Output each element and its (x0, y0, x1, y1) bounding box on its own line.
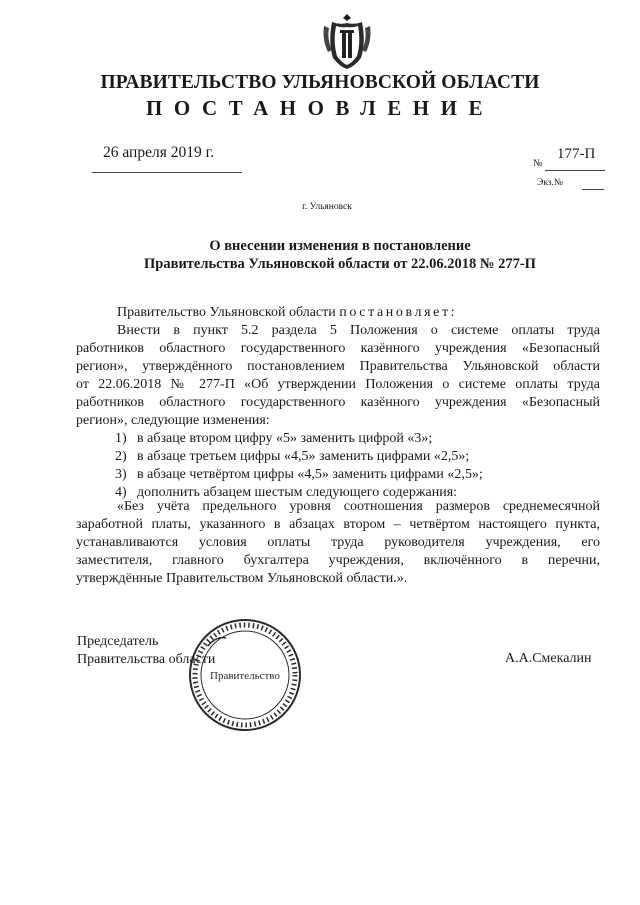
coat-of-arms-emblem (320, 12, 374, 70)
document-title-line: О внесении изменения в постановление (209, 238, 471, 254)
city: г. Ульяновск (302, 202, 352, 212)
copy-number-underline (582, 189, 604, 190)
paragraph-line: регион», следующие изменения: (76, 413, 270, 428)
list-item (115, 448, 470, 466)
document-title (0, 237, 640, 273)
copy-number-label: Экз.№ (537, 178, 563, 188)
list-item-text: в абзаце втором цифру «5» заменить цифрой «3»; (137, 431, 433, 446)
intro-prefix: Правительство Ульяновской области (117, 305, 336, 320)
list-item-number: 3) (115, 467, 127, 482)
list-item-text: в абзаце четвёртом цифры «4,5» заменить цифрами «2,5»; (137, 467, 483, 482)
stamp-text: Правительство (210, 670, 280, 682)
document-type: ПОСТАНОВЛЕНИЕ (146, 96, 494, 120)
quote-line: устанавливаются условия оплаты труда руководителя учреждения, его (76, 535, 600, 550)
document-date: 26 апреля 2019 г. (103, 144, 215, 161)
paragraph-line: регион», утверждённого постановлением Правительства Ульяновской области (76, 359, 600, 374)
signatory-name: А.А.Смекалин (505, 651, 592, 666)
signatory-position-line: Председатель (77, 634, 159, 649)
number-prefix: № (533, 158, 543, 169)
list-item-number: 2) (115, 449, 127, 464)
document-title-line: Правительства Ульяновской области от 22.06.2018 № 277-П (144, 256, 536, 272)
paragraph-line: от 22.06.2018 № 277-П «Об утверждении Положения о системе оплаты труда (76, 377, 600, 392)
list-item (115, 430, 433, 448)
number-underline (545, 170, 605, 171)
paragraph-line: работников областного государственного казённого учреждения «Безопасный (76, 341, 600, 356)
list-item-number: 1) (115, 431, 127, 446)
date-underline (92, 172, 242, 173)
list-item-text: в абзаце третьем цифры «4,5» заменить цифрами «2,5»; (137, 449, 470, 464)
quote-line: заработной платы, указанного в абзацах втором – четвёртом настоящего пункта, (76, 517, 600, 532)
paragraph-line: работников областного государственного казённого учреждения «Безопасный (76, 395, 600, 410)
quote-line: утверждённые Правительством Ульяновской области.». (76, 571, 408, 586)
list-item-text: дополнить абзацем шестым следующего содержания: (137, 485, 458, 500)
paragraph-line: Внести в пункт 5.2 раздела 5 Положения о системе оплаты труда (117, 323, 600, 338)
list-item (115, 466, 483, 484)
quote-line: «Без учёта предельного уровня соотношения размеров среднемесячной (117, 499, 600, 514)
intro-resolves: постановляет: (339, 305, 458, 320)
list-item-number: 4) (115, 485, 127, 500)
quote-line: заместителя, главного бухгалтера учреждения, включённого в перечни, (76, 553, 600, 568)
official-stamp (186, 616, 304, 734)
government-title: ПРАВИТЕЛЬСТВО УЛЬЯНОВСКОЙ ОБЛАСТИ (100, 72, 540, 93)
document-number: 177-П (557, 146, 596, 162)
intro-line (117, 304, 457, 322)
signatory-position-line: Правительства области (77, 652, 216, 667)
